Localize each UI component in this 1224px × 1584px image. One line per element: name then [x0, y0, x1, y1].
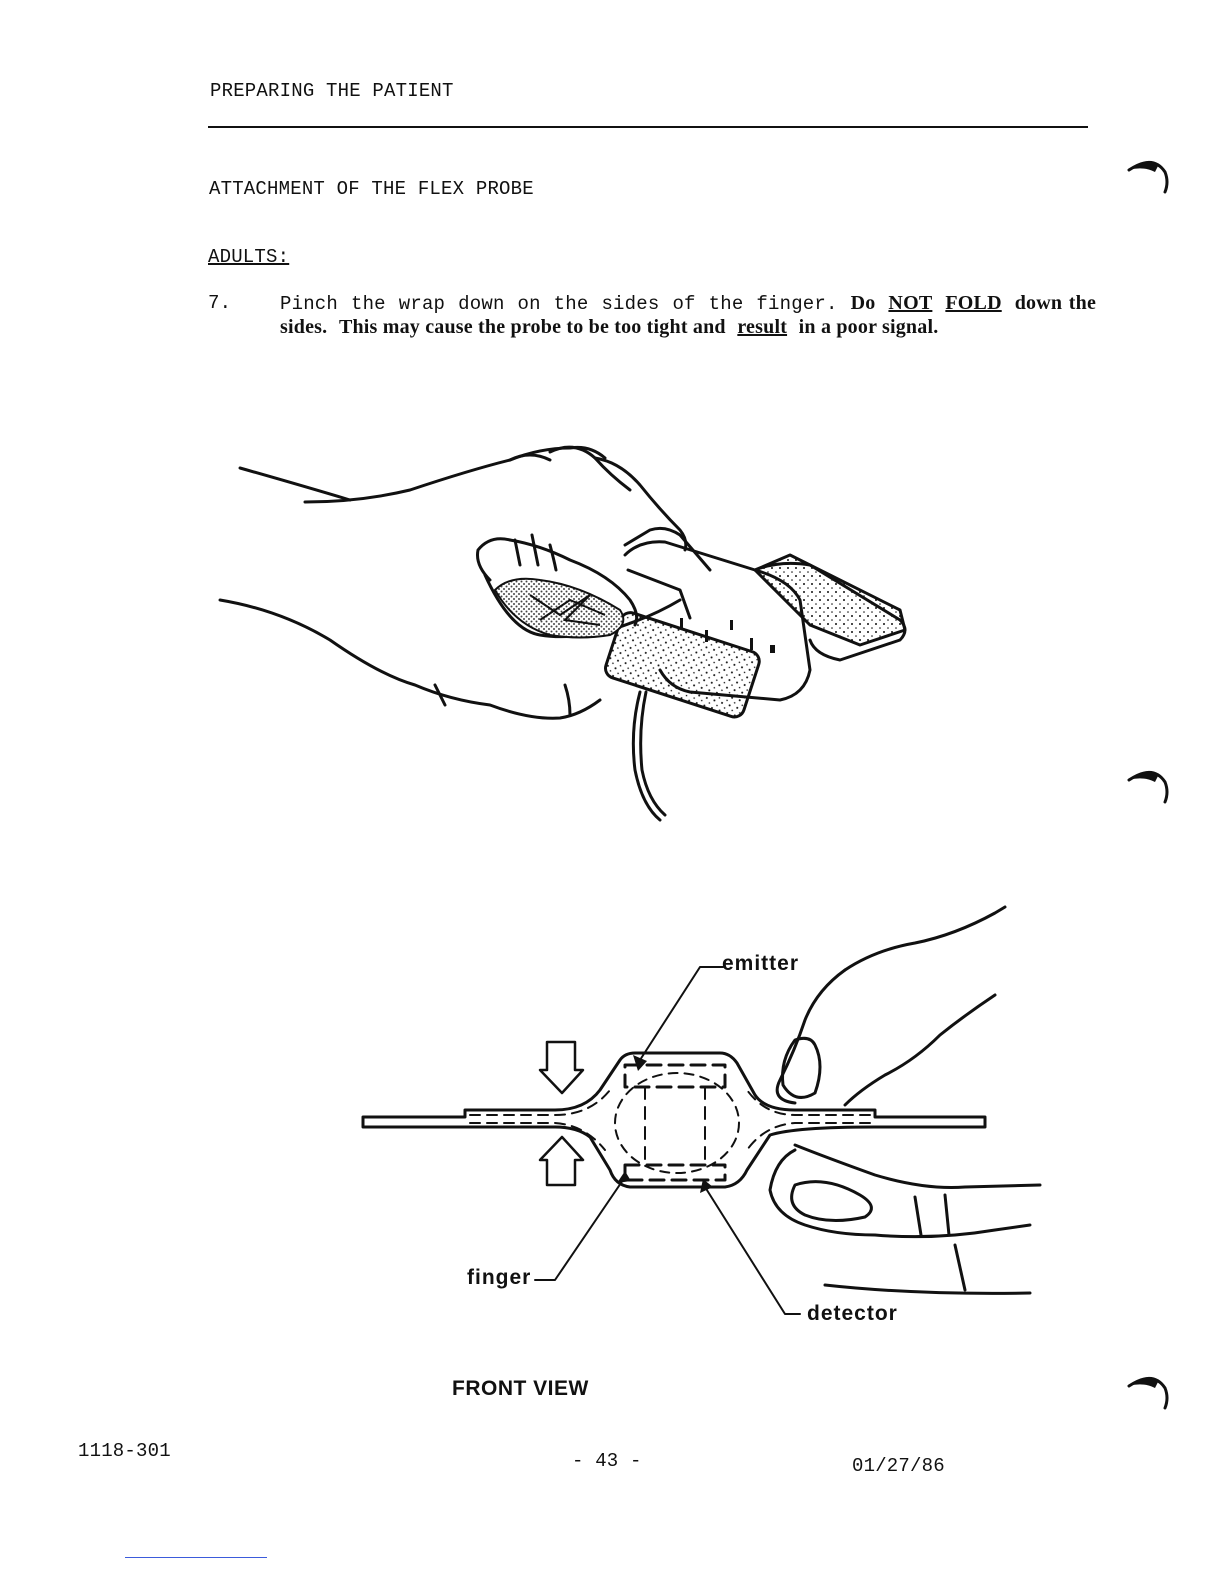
document-date: 01/27/86	[852, 1455, 945, 1477]
step-text-down-the: down the sides.	[280, 292, 1097, 338]
finger-label: finger	[467, 1266, 532, 1289]
document-number: 1118-301	[78, 1440, 171, 1462]
binder-mark-middle	[1125, 758, 1185, 818]
step-text-result: result	[737, 316, 788, 338]
step-text-fold: FOLD	[945, 292, 1002, 314]
step-text	[280, 292, 1096, 340]
front-view-illustration	[355, 895, 1055, 1325]
step-text-middle: This may cause the probe to be too tight and	[338, 316, 726, 338]
step-text-do: Do	[850, 292, 876, 314]
section-title: PREPARING THE PATIENT	[210, 80, 454, 102]
footer-stray-line	[125, 1557, 267, 1558]
detector-label: detector	[807, 1302, 898, 1325]
header-rule	[208, 126, 1088, 128]
emitter-label: emitter	[722, 952, 800, 975]
hand-probe-illustration	[210, 430, 930, 850]
group-heading: ADULTS:	[208, 246, 290, 268]
binder-mark-top	[1125, 148, 1185, 208]
binder-mark-bottom	[1125, 1364, 1185, 1424]
figure-caption: FRONT VIEW	[452, 1377, 589, 1400]
step-text-end: in a poor signal.	[798, 316, 939, 338]
step-number: 7.	[208, 292, 232, 314]
page-number: - 43 -	[572, 1450, 642, 1472]
step-text-not: NOT	[888, 292, 933, 314]
step-text-part1: Pinch the wrap down on the sides of the finger.	[280, 293, 838, 315]
subsection-title: ATTACHMENT OF THE FLEX PROBE	[209, 178, 534, 200]
